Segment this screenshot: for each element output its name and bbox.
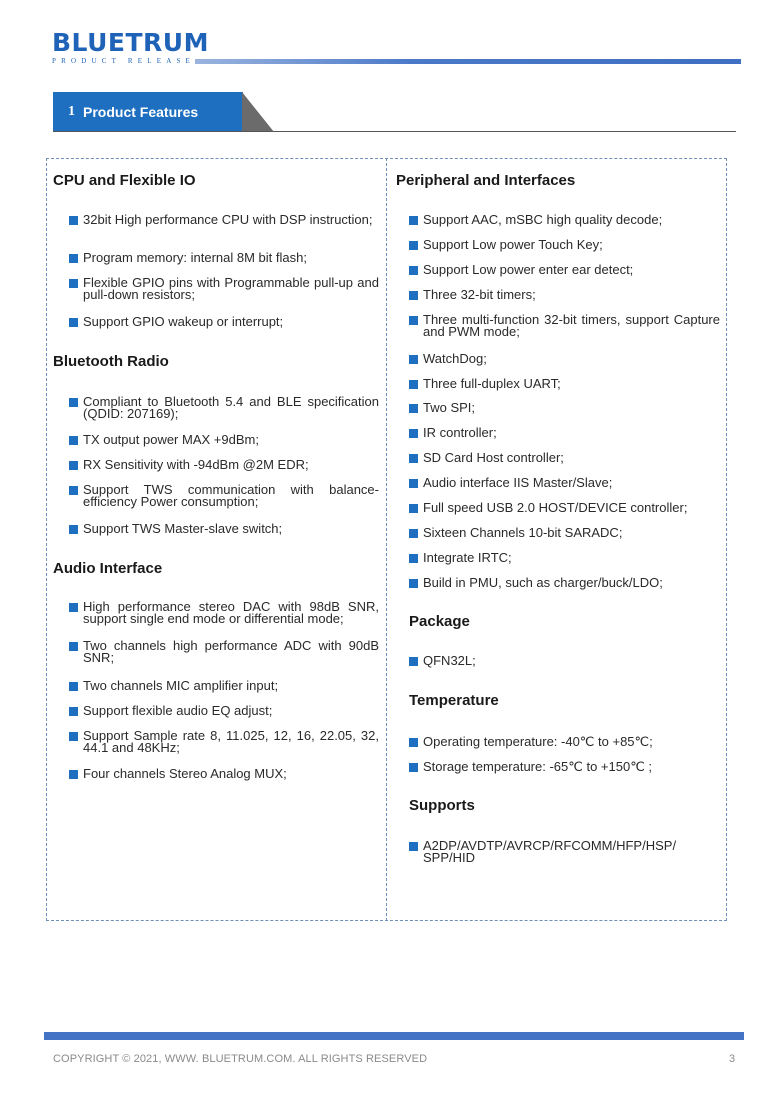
- list-item: Support TWS Master-slave switch;: [67, 523, 379, 535]
- list-item: Support GPIO wakeup or interrupt;: [67, 316, 379, 328]
- list-item: Storage temperature: -65℃ to +150℃ ;: [407, 761, 720, 773]
- list-item: WatchDog;: [407, 353, 720, 365]
- list-item: TX output power MAX +9dBm;: [67, 434, 379, 446]
- column-divider: [386, 158, 387, 921]
- section-number: 1: [68, 104, 75, 119]
- list-item: Operating temperature: -40℃ to +85℃;: [407, 736, 720, 748]
- copyright-text: COPYRIGHT © 2021, WWW. BLUETRUM.COM. ALL RIGHTS RESERVED: [53, 1053, 428, 1065]
- section-tab-corner: [242, 92, 274, 132]
- list-item: Support Sample rate 8, 11.025, 12, 16, 22.05, 32, 44.1 and 48KHz;: [67, 730, 379, 754]
- list-item: IR controller;: [407, 427, 720, 439]
- bluetrum-logo: [52, 28, 209, 65]
- list-item: Three 32-bit timers;: [407, 289, 720, 301]
- list-item: Support AAC, mSBC high quality decode;: [407, 214, 720, 226]
- section-title: Product Features: [83, 104, 199, 120]
- section-rule: [53, 131, 736, 132]
- list-item: Full speed USB 2.0 HOST/DEVICE controller;: [407, 502, 720, 514]
- list-item: Program memory: internal 8M bit flash;: [67, 252, 379, 264]
- group-title-bluetooth: Bluetooth Radio: [53, 353, 169, 370]
- logo-tagline: PRODUCT RELEASE: [52, 57, 196, 65]
- header-rule: [195, 59, 741, 64]
- list-item: QFN32L;: [407, 655, 720, 667]
- list-item: RX Sensitivity with -94dBm @2M EDR;: [67, 459, 379, 471]
- group-title-cpu: CPU and Flexible IO: [53, 172, 196, 189]
- list-item: High performance stereo DAC with 98dB SNR, support single end mode or differential mode;: [67, 601, 379, 625]
- list-item: 32bit High performance CPU with DSP instruction;: [67, 214, 379, 226]
- group-title-temperature: Temperature: [409, 692, 499, 709]
- list-item: A2DP/AVDTP/AVRCP/RFCOMM/HFP/HSP/ SPP/HID: [407, 840, 707, 864]
- section-heading: [53, 92, 243, 132]
- list-item: Two SPI;: [407, 402, 720, 414]
- list-item: Compliant to Bluetooth 5.4 and BLE specification (QDID: 207169);: [67, 396, 379, 420]
- list-item: Support TWS communication with balance-efficiency Power consumption;: [67, 484, 379, 508]
- list-item: Support Low power Touch Key;: [407, 239, 720, 251]
- list-item: Support flexible audio EQ adjust;: [67, 705, 379, 717]
- footer-rule: [44, 1032, 744, 1040]
- list-item: Integrate IRTC;: [407, 552, 720, 564]
- list-item: Three full-duplex UART;: [407, 378, 720, 390]
- list-item: Build in PMU, such as charger/buck/LDO;: [407, 577, 720, 589]
- list-item: Flexible GPIO pins with Programmable pull-up and pull-down resistors;: [67, 277, 379, 301]
- list-item: Two channels MIC amplifier input;: [67, 680, 379, 692]
- logo-wordmark: BLUETRUM: [52, 28, 209, 57]
- list-item: Sixteen Channels 10-bit SARADC;: [407, 527, 720, 539]
- list-item: SD Card Host controller;: [407, 452, 720, 464]
- group-title-peripheral: Peripheral and Interfaces: [396, 172, 576, 189]
- list-item: Support Low power enter ear detect;: [407, 264, 720, 276]
- list-item: Two channels high performance ADC with 90dB SNR;: [67, 640, 379, 664]
- group-title-package: Package: [409, 613, 470, 630]
- list-item: Four channels Stereo Analog MUX;: [67, 768, 379, 780]
- list-item: Three multi-function 32-bit timers, support Capture and PWM mode;: [407, 314, 720, 338]
- list-item: Audio interface IIS Master/Slave;: [407, 477, 720, 489]
- group-title-audio: Audio Interface: [53, 560, 163, 577]
- group-title-supports: Supports: [409, 797, 475, 814]
- page-number: 3: [729, 1053, 736, 1065]
